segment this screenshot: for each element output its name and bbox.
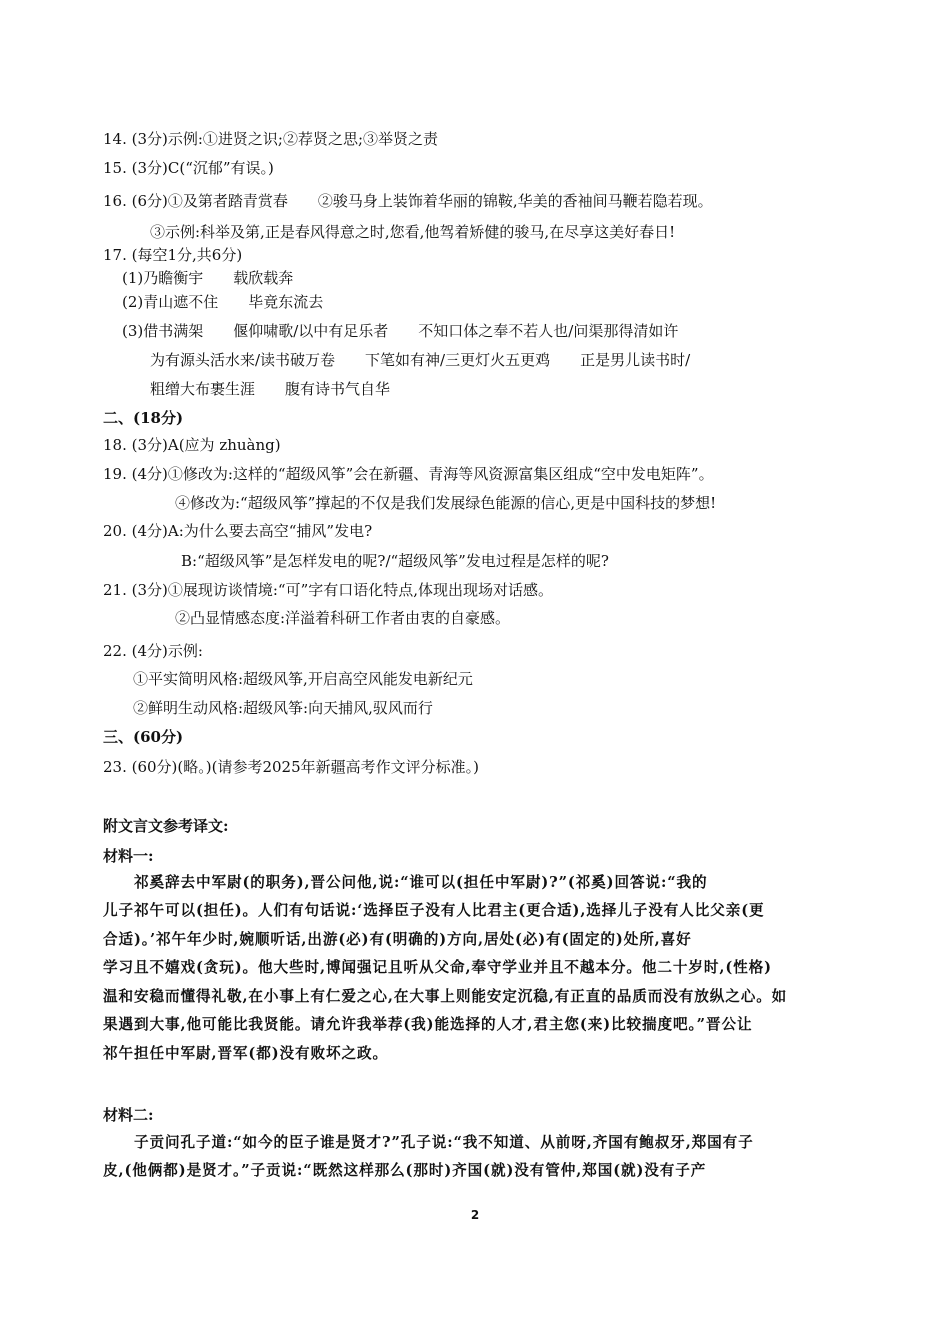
answer-q17-3a: (3)借书满架 偃仰啸歌/以中有足乐者 不知口体之奉不若人也/问渠那得清如许 (122, 322, 679, 340)
material-1-line: 祁奚辞去中军尉(的职务),晋公问他,说:“谁可以(担任中军尉)?”(祁奚)回答说:“我的 (134, 874, 708, 891)
answer-q16-line1: 16. (6分)①及第者踏青赏春 ②骏马身上装饰着华丽的锦鞍,华美的香袖间马鞭若隐若现。 (103, 192, 713, 210)
material-1-line: 儿子祁午可以(担任)。人们有句话说:‘选择臣子没有人比君主(更合适),选择儿子没有人比父亲(更 (103, 902, 765, 919)
answer-q14: 14. (3分)示例:①进贤之识;②荐贤之思;③举贤之责 (103, 130, 439, 148)
answer-q22-1: ①平实简明风格:超级风筝,开启高空风能发电新纪元 (133, 670, 473, 688)
answer-q22-2: ②鲜明生动风格:超级风筝:向天捕风,驭风而行 (133, 699, 433, 717)
answer-q17-3c: 粗缯大布裹生涯 腹有诗书气自华 (150, 380, 391, 398)
answer-q15: 15. (3分)C(“沉郁”有误。) (103, 159, 274, 177)
answer-q20-line2: B:“超级风筝”是怎样发电的呢?/“超级风筝”发电过程是怎样的呢? (181, 552, 609, 570)
answer-q17-2: (2)青山遮不住 毕竟东流去 (122, 293, 324, 311)
answer-q17-header: 17. (每空1分,共6分) (103, 246, 243, 264)
material-2-line: 皮,(他俩都)是贤才。”子贡说:“既然这样那么(那时)齐国(就)没有管仲,郑国(就)没有子产 (103, 1162, 707, 1179)
material-1-line: 祁午担任中军尉,晋军(都)没有败坏之政。 (103, 1045, 388, 1062)
answer-q18: 18. (3分)A(应为 zhuàng) (103, 436, 281, 454)
material-1-line: 温和安稳而懂得礼敬,在小事上有仁爱之心,在大事上则能安定沉稳,有正直的品质而没有放纵之心。如 (103, 988, 788, 1005)
material-2-line: 子贡问孔子道:“如今的臣子谁是贤才?”孔子说:“我不知道、从前呀,齐国有鲍叔牙,郑国有子 (134, 1134, 754, 1151)
section-3-heading: 三、(60分) (103, 728, 184, 746)
translation-heading: 附文言文参考译文: (103, 817, 229, 835)
answer-q17-3b: 为有源头活水来/读书破万卷 下笔如有神/三更灯火五更鸡 正是男儿读书时/ (150, 351, 691, 369)
answer-q19-line1: 19. (4分)①修改为:这样的“超级风筝”会在新疆、青海等风资源富集区组成“空中发电矩阵”。 (103, 465, 714, 483)
answer-q21-line1: 21. (3分)①展现访谈情境:“可”字有口语化特点,体现出现场对话感。 (103, 581, 554, 599)
material-1-line: 果遇到大事,他可能比我贤能。请允许我举荐(我)能选择的人才,君主您(来)比较揣度吧。”晋公让 (103, 1016, 753, 1033)
answer-q21-line2: ②凸显情感态度:洋溢着科研工作者由衷的自豪感。 (175, 609, 511, 627)
answer-q22: 22. (4分)示例: (103, 642, 203, 660)
material-1-line: 学习且不嬉戏(贪玩)。他大些时,博闻强记且听从父命,奉守学业并且不越本分。他二十岁时,(性格) (103, 959, 772, 976)
answer-q23: 23. (60分)(略。)(请参考2025年新疆高考作文评分标准。) (103, 758, 479, 776)
answer-q20-line1: 20. (4分)A:为什么要去高空“捕风”发电? (103, 522, 373, 540)
material-1-line: 合适)。’祁午年少时,婉顺听话,出游(必)有(明确的)方向,居处(必)有(固定的)处所,喜好 (103, 931, 692, 948)
answer-q17-1: (1)乃瞻衡宇 载欣载奔 (122, 269, 294, 287)
answer-q19-line2: ④修改为:“超级风筝”撑起的不仅是我们发展绿色能源的信心,更是中国科技的梦想! (175, 494, 717, 512)
section-2-heading: 二、(18分) (103, 409, 184, 427)
answer-q16-line2: ③示例:科举及第,正是春风得意之时,您看,他驾着矫健的骏马,在尽享这美好春日! (150, 223, 676, 241)
material-1-title: 材料一: (103, 847, 154, 865)
material-2-title: 材料二: (103, 1106, 154, 1124)
page-number: 2 (470, 1208, 480, 1222)
